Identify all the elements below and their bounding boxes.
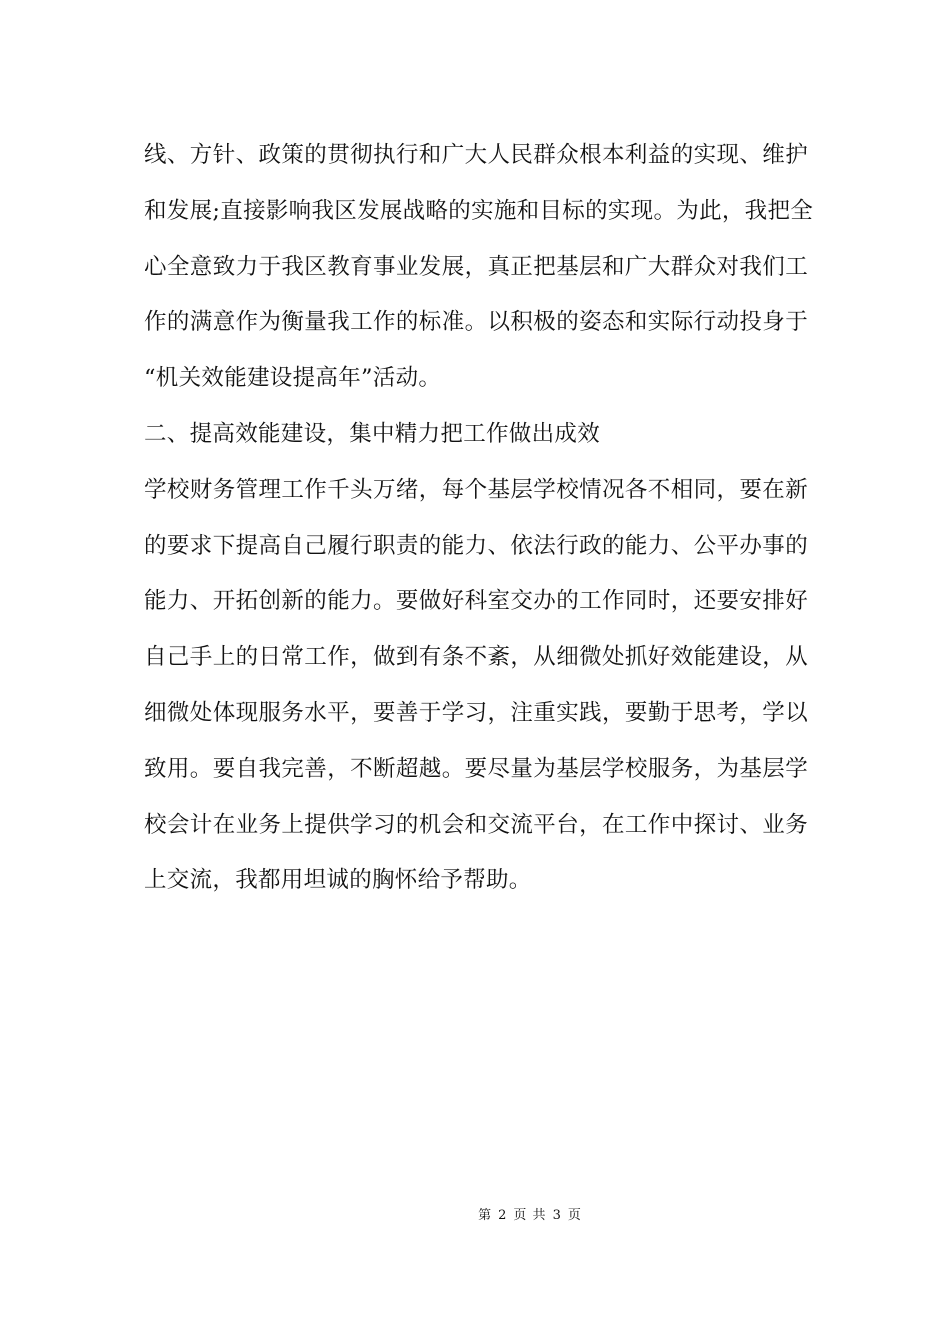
- text-line: 细微处体现服务水平，要善于学习，注重实践，要勤于思考，学以: [144, 699, 808, 726]
- page-number: [478, 1207, 582, 1225]
- text-line: 能力、开拓创新的能力。要做好科室交办的工作同时，还要安排好: [144, 588, 808, 615]
- footer-middle: 页 共: [513, 1208, 547, 1223]
- text-line: 校会计在业务上提供学习的机会和交流平台，在工作中探讨、业务: [144, 811, 808, 838]
- body-text: [144, 128, 814, 909]
- text-line: 上交流，我都用坦诚的胸怀给予帮助。: [144, 867, 532, 894]
- section-heading: 二、提高效能建设，集中精力把工作做出成效: [144, 420, 601, 447]
- text-line: 自己手上的日常工作，做到有条不紊，从细微处抓好效能建设，从: [144, 644, 808, 671]
- text-line: “机关效能建设提高年”活动。: [144, 365, 442, 392]
- text-line: 学校财务管理工作千头万绪，每个基层学校情况各不相同，要在新: [144, 476, 808, 503]
- footer-current-page: 2: [498, 1208, 508, 1223]
- text-line: 心全意致力于我区教育事业发展，真正把基层和广大群众对我们工: [144, 253, 808, 280]
- text-line: 作的满意作为衡量我工作的标准。以积极的姿态和实际行动投身于: [144, 309, 808, 336]
- text-line: 和发展;直接影响我区发展战略的实施和目标的实现。为此，我把全: [144, 197, 814, 224]
- text-line: 的要求下提高自己履行职责的能力、依法行政的能力、公平办事的: [144, 532, 808, 559]
- footer-total-pages: 3: [552, 1208, 562, 1223]
- text-line: 致用。要自我完善，不断超越。要尽量为基层学校服务，为基层学: [144, 755, 808, 782]
- footer-suffix: 页: [567, 1208, 582, 1223]
- page-footer: [0, 1207, 950, 1225]
- text-line: 线、方针、政策的贯彻执行和广大人民群众根本利益的实现、维护: [144, 142, 808, 168]
- footer-prefix: 第: [478, 1208, 493, 1223]
